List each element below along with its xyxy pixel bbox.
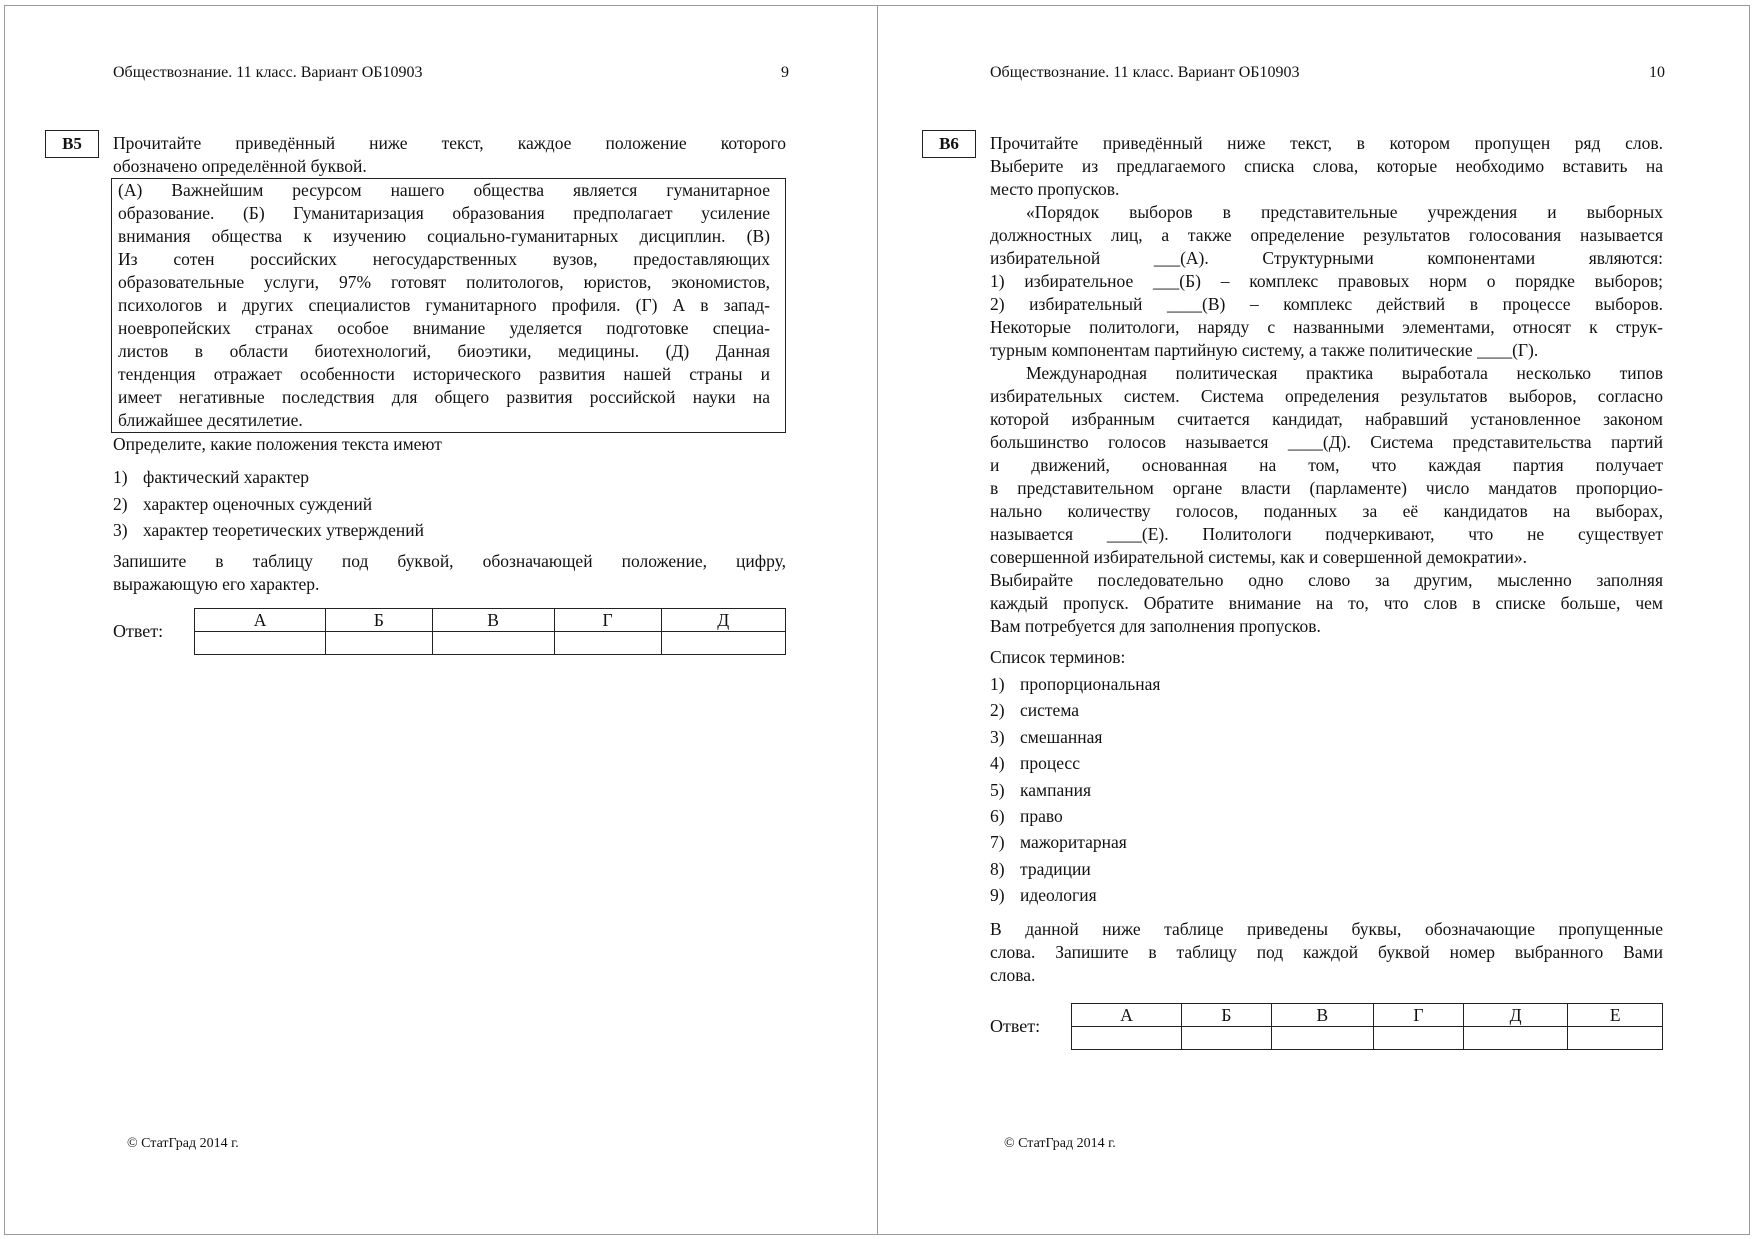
answer-cell[interactable] xyxy=(195,631,326,654)
answer-column-header: Б xyxy=(1182,1003,1271,1026)
header-title: Обществознание. 11 класс. Вариант ОБ10903 xyxy=(990,64,1300,81)
task-question: Определите, какие положения текста имеют xyxy=(113,434,442,454)
answer-cell[interactable] xyxy=(1182,1026,1271,1049)
answer-cell[interactable] xyxy=(1271,1026,1373,1049)
answer-label: Ответ: xyxy=(113,620,164,641)
passage-paragraph-2: Международная политическая практика выработала несколько типов избирательных систем. Система определения результатов выборов, согласно которой избранным считается кандидат, набравший установленное законом большинство голосов называется ____(Д). Система представительства партий и движений, основанная на том, что каждая партия получает в представительном органе власти (парламенте) число мандатов пропорцио- нально количеству голосов, поданных за её кандидатов на выборах, называется ____(Е). Политологи подчеркивают, что не существует совершенной избирательной системы, как и совершенной демократии». xyxy=(990,363,1663,567)
page-header xyxy=(113,64,789,82)
page-footer: © СтатГрад 2014 г. xyxy=(1004,1136,1116,1151)
answer-column-header: А xyxy=(195,608,326,631)
left-page xyxy=(62,0,789,1230)
task-b6-content xyxy=(990,132,1663,1050)
list-item: 1) пропорциональная xyxy=(990,674,1161,694)
right-page xyxy=(939,0,1665,1230)
list-item: 5) кампания xyxy=(990,779,1091,800)
task-intro: Прочитайте приведённый ниже текст, каждое положение которого обозначено определённой буквой. xyxy=(113,133,786,176)
answer-table xyxy=(194,608,786,655)
answer-cell[interactable] xyxy=(1374,1026,1464,1049)
table-header-row xyxy=(195,608,786,631)
answer-cell[interactable] xyxy=(661,631,785,654)
list-item: 4) процесс xyxy=(990,753,1080,774)
list-item: 2) система xyxy=(990,700,1080,721)
answer-cell[interactable] xyxy=(432,631,554,654)
quoted-text-box: (А) Важнейшим ресурсом нашего общества является гуманитарное образование. (Б) Гуманитаризация образования предполагает усиление внимания общества к изучению социально-гуманитарных дисциплин. (В) Из сотен российских негосударственных вузов, предоставляющих образовательные услуги, 97% готовят политологов, юристов, экономистов, психологов и других специалистов гуманитарного профиля. (Г) А в запад- ноевропейских странах особое внимание уделяется подготовке специа- листов в области биотехнологий, биоэтики, медицины. (Д) Данная тенденция отражает особенности исторического развития нашей страны и имеет негативные последствия для общего развития российской науки на ближайшее десятилетие. xyxy=(111,178,786,433)
answer-column-header: В xyxy=(1271,1003,1373,1026)
answer-column-header: В xyxy=(432,608,554,631)
answer-input-row xyxy=(1072,1026,1663,1049)
list-item: 3) характер теоретических утверждений xyxy=(113,520,425,540)
answer-row xyxy=(990,1003,1663,1050)
answer-column-header: Г xyxy=(554,608,661,631)
answer-column-header: Д xyxy=(1463,1003,1568,1026)
answer-cell[interactable] xyxy=(326,631,432,654)
answer-column-header: Б xyxy=(326,608,432,631)
page-number: 10 xyxy=(1649,64,1665,81)
passage-paragraph-1: «Порядок выборов в представительные учреждения и выборных должностных лиц, а также определение результатов голосования называется избирательной ___(А). Структурными компонентами являются: 1) избирательное ___(Б) – комплекс правовых норм о порядке выборов; 2) избирательный ____(В) – комплекс действий в процессе выборов. Некоторые политологи, наряду с названными элементами, относят к струк- турным компонентам партийную систему, а также политические ____(Г). xyxy=(990,202,1663,360)
answer-column-header: Е xyxy=(1568,1003,1663,1026)
answer-row xyxy=(113,608,786,655)
task-label-b5: В5 xyxy=(45,130,99,158)
answer-input-row xyxy=(195,631,786,654)
list-item: 7) мажоритарная xyxy=(990,832,1127,853)
answer-column-header: Г xyxy=(1374,1003,1464,1026)
options-list xyxy=(113,464,786,544)
task-label-b6: В6 xyxy=(922,130,976,158)
final-instruction: В данной ниже таблице приведены буквы, обозначающие пропущенные слова. Запишите в таблицу под каждой буквой номер выбранного Вами слова. xyxy=(990,918,1663,985)
terms-list xyxy=(990,671,1663,909)
list-item: 1) фактический характер xyxy=(113,467,310,487)
answer-label: Ответ: xyxy=(990,1015,1041,1036)
page-header xyxy=(990,64,1663,82)
passage-paragraph-3: Выбирайте последовательно одно слово за другим, мысленно заполняя каждый пропуск. Обратите внимание на то, что слов в списке больше, чем Вам потребуется для заполнения пропусков. xyxy=(990,570,1663,636)
list-item: 6) право xyxy=(990,805,1063,826)
task-intro: Прочитайте приведённый ниже текст, в котором пропущен ряд слов. Выберите из предлагаемого списка слова, которые необходимо вставить на место пропусков. xyxy=(990,133,1663,199)
answer-cell[interactable] xyxy=(1463,1026,1568,1049)
list-item: 3) смешанная xyxy=(990,726,1103,747)
answer-cell[interactable] xyxy=(1568,1026,1663,1049)
answer-table xyxy=(1071,1003,1663,1050)
terms-heading: Список терминов: xyxy=(990,647,1126,667)
answer-column-header: Д xyxy=(661,608,785,631)
list-item: 8) традиции xyxy=(990,858,1091,879)
list-item: 9) идеология xyxy=(990,885,1097,906)
header-title: Обществознание. 11 класс. Вариант ОБ10903 xyxy=(113,64,423,81)
page-number: 9 xyxy=(781,64,789,81)
page-divider xyxy=(877,5,878,1235)
list-item: 2) характер оценочных суждений xyxy=(113,493,373,514)
page-footer: © СтатГрад 2014 г. xyxy=(127,1136,239,1151)
task-b5-content xyxy=(113,132,786,655)
answer-column-header: А xyxy=(1072,1003,1182,1026)
task-instruction: Запишите в таблицу под буквой, обозначающей положение, цифру, выражающую его характер. xyxy=(113,550,786,594)
answer-cell[interactable] xyxy=(554,631,661,654)
answer-cell[interactable] xyxy=(1072,1026,1182,1049)
table-header-row xyxy=(1072,1003,1663,1026)
